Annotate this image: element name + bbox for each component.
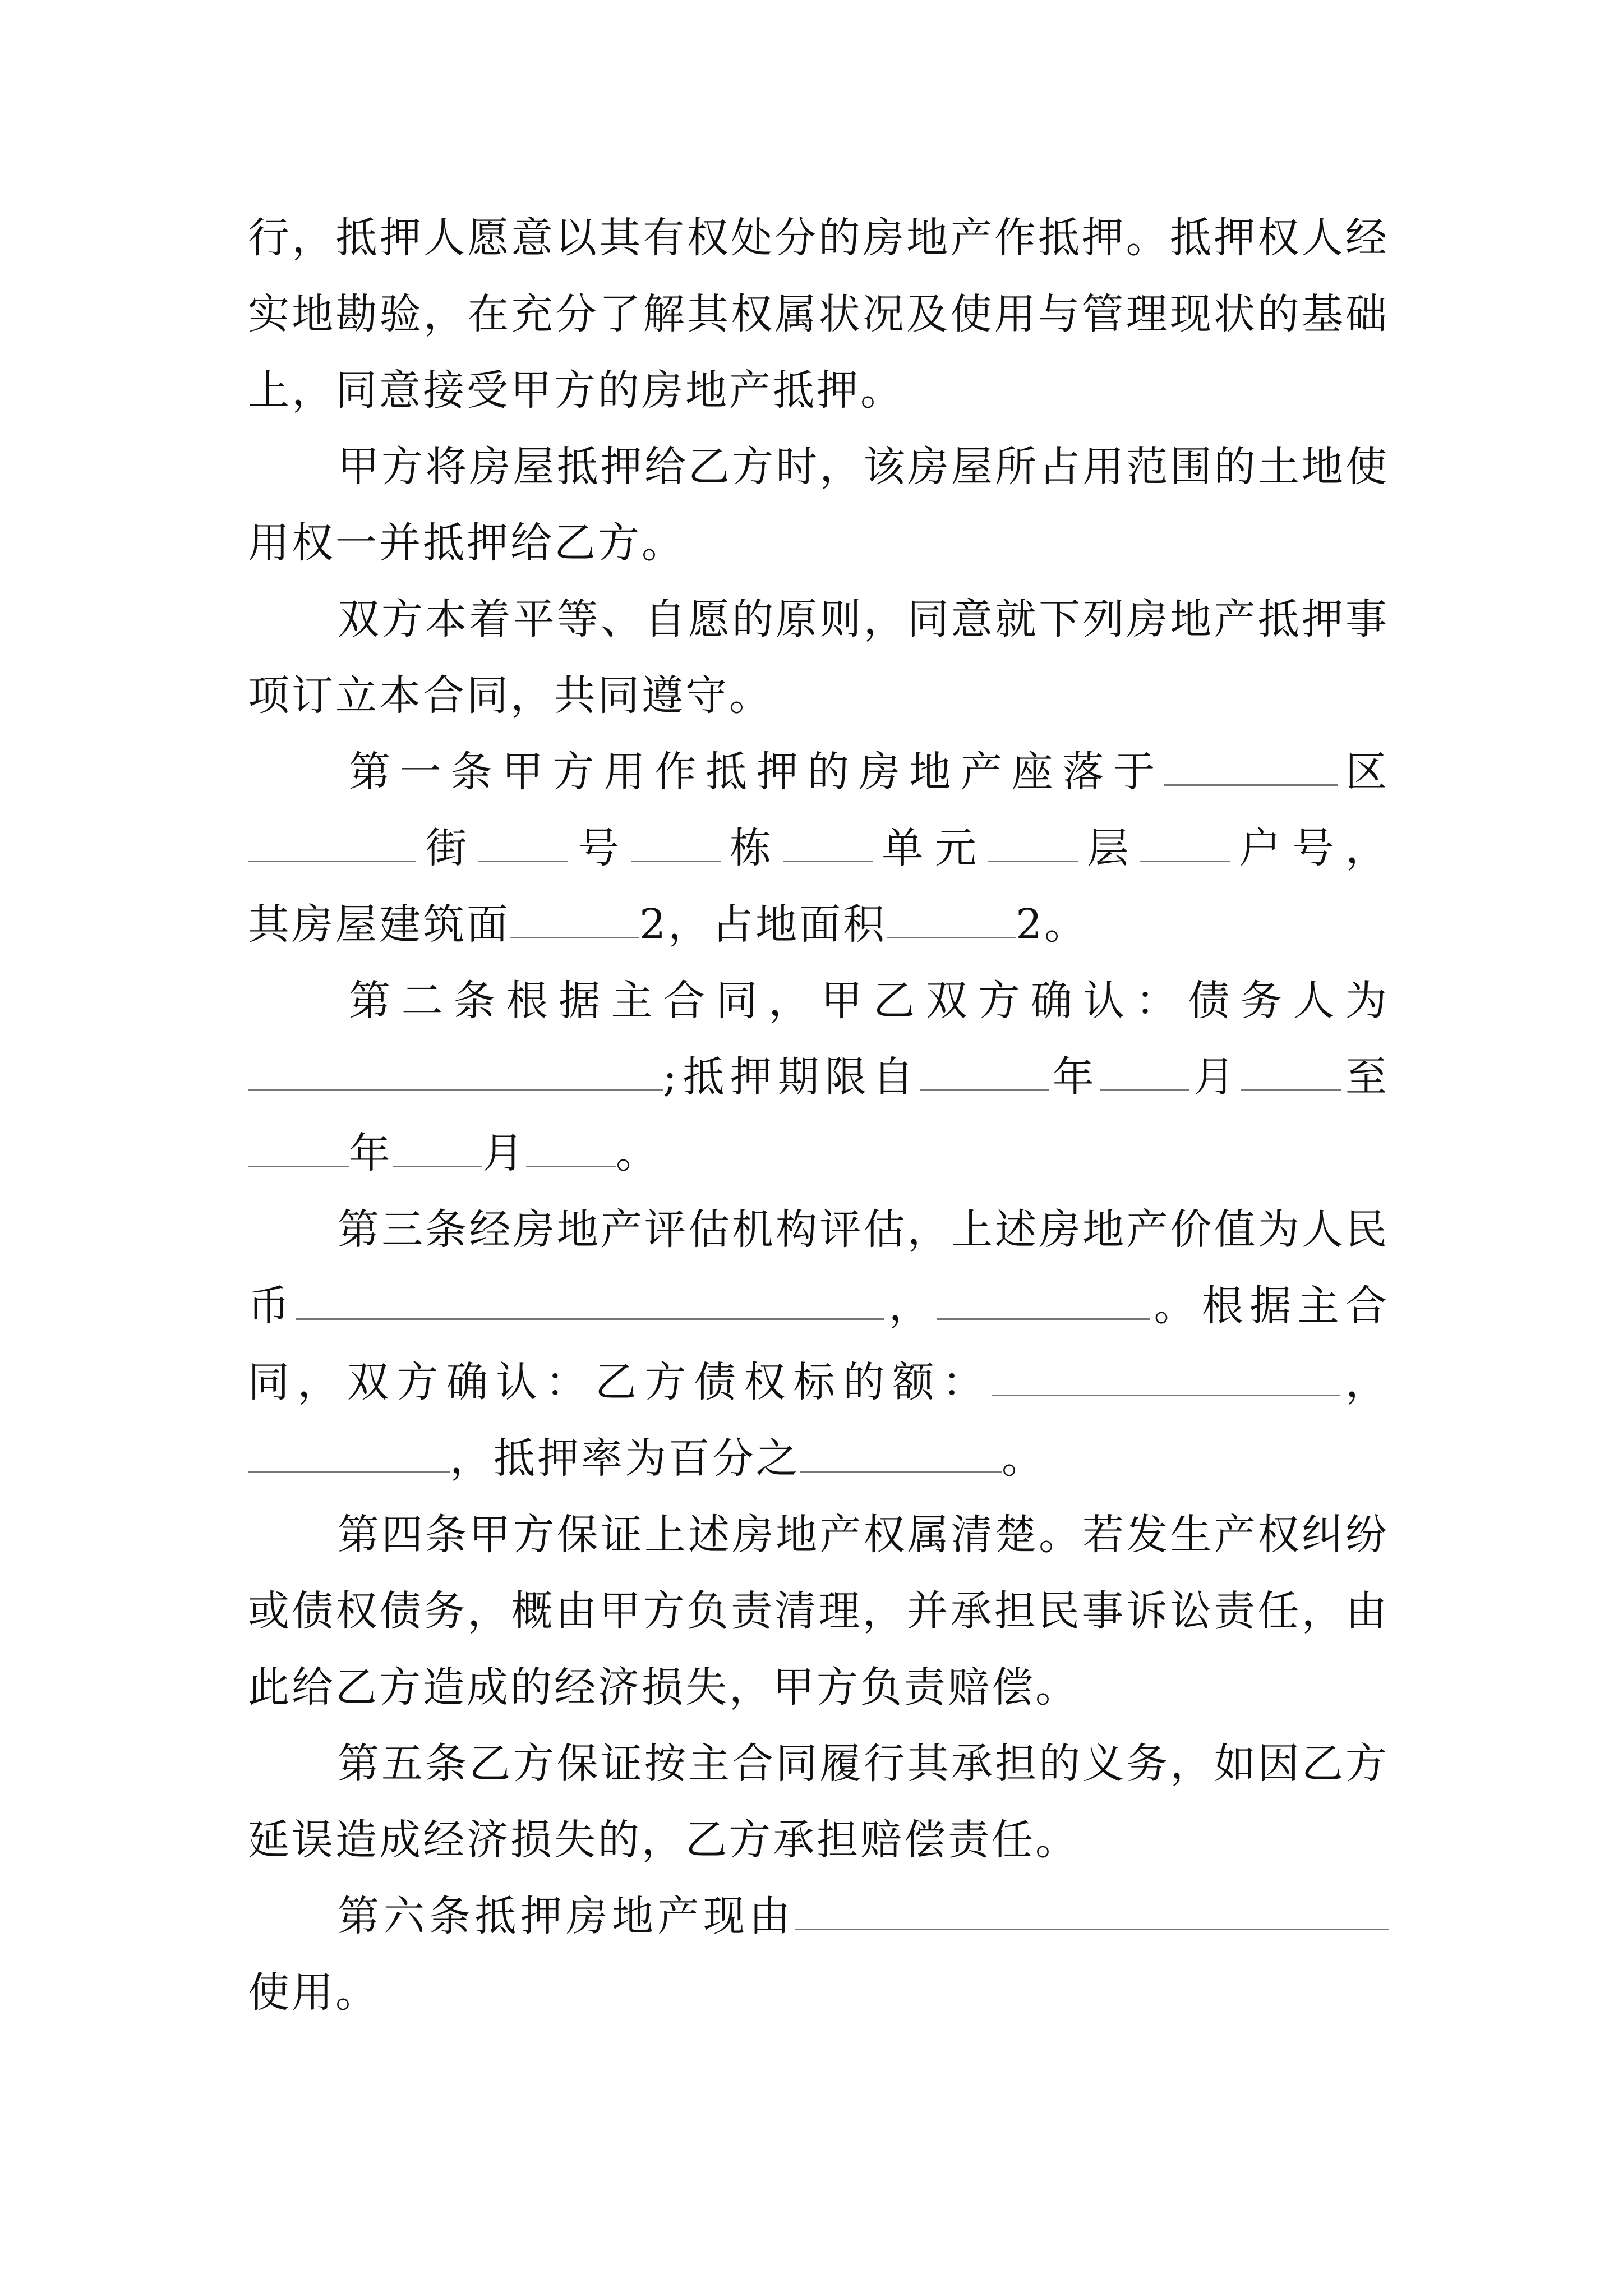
blank-value-figures[interactable] (937, 1283, 1150, 1320)
text-line: 第三条经房地产评估机构评估，上述房地产价值为人民 (338, 1205, 1389, 1254)
blank-debtor[interactable] (248, 1055, 663, 1091)
label-currency: 币 (248, 1282, 296, 1330)
label-street: 街 (416, 824, 479, 872)
blank-occupant[interactable] (795, 1894, 1389, 1930)
paragraph-intro-continued (248, 200, 1389, 429)
label-year: 年 (1049, 1053, 1100, 1101)
blank-start-month[interactable] (1100, 1055, 1189, 1091)
article-2 (248, 963, 1389, 1191)
blank-building-area[interactable] (510, 902, 639, 938)
text-line (248, 1268, 1389, 1344)
label-period: 。 (616, 1129, 660, 1177)
blank-floor[interactable] (988, 826, 1078, 862)
label-room: 户号， (1230, 824, 1390, 872)
blank-room[interactable] (1140, 826, 1230, 862)
blank-claim-figures[interactable] (248, 1436, 450, 1473)
label-claim-amount: 同，双方确认：乙方债权标的额： (248, 1358, 992, 1406)
text-line (248, 1344, 1389, 1420)
text-line: 此给乙方造成的经济损失，甲方负责赔偿。 (248, 1663, 1079, 1711)
text-line: 实地勘验，在充分了解其权属状况及使用与管理现状的基础 (248, 290, 1389, 338)
label-comma: ， (884, 1282, 937, 1330)
blank-building[interactable] (631, 826, 721, 862)
blank-claim-amount[interactable] (992, 1360, 1340, 1396)
blank-number[interactable] (478, 826, 568, 862)
blank-unit[interactable] (783, 826, 873, 862)
text-line: 双方本着平等、自愿的原则，同意就下列房地产抵押事 (338, 595, 1389, 643)
text-line (248, 1878, 1389, 1954)
blank-district[interactable] (1164, 749, 1338, 786)
article-6-text: 第六条抵押房地产现由 (338, 1892, 795, 1940)
text-line: 甲方将房屋抵押给乙方时，该房屋所占用范围的土地使 (338, 443, 1389, 491)
label-building: 栋 (720, 824, 783, 872)
label-month: 月 (1189, 1053, 1241, 1101)
article-3 (248, 1191, 1389, 1497)
blank-land-area[interactable] (887, 902, 1016, 938)
text-line (248, 886, 1389, 963)
label-district: 区 (1338, 748, 1390, 796)
text-line (248, 810, 1389, 886)
text-line (248, 1115, 1389, 1191)
label-unit: 单元 (872, 824, 988, 872)
article-1-text: 第一条甲方用作抵押的房地产座落于 (349, 748, 1165, 796)
text-line (248, 734, 1389, 810)
label-term-from: ;抵押期限自 (663, 1053, 920, 1101)
blank-end-month[interactable] (393, 1131, 482, 1167)
text-line: 第二条根据主合同，甲乙双方确认：债务人为 (349, 977, 1389, 1025)
paragraph-land-use (248, 429, 1389, 581)
blank-start-day[interactable] (1241, 1055, 1341, 1091)
label-period: 。 (1002, 1434, 1045, 1483)
label-area-end: 2。 (1016, 900, 1089, 949)
label-to: 至 (1341, 1053, 1390, 1101)
blank-street-name[interactable] (248, 826, 416, 862)
label-according: 。根据主合 (1150, 1282, 1389, 1330)
label-month: 月 (482, 1129, 526, 1177)
text-line (248, 1039, 1389, 1115)
blank-mortgage-rate[interactable] (800, 1436, 1002, 1473)
text-line: 延误造成经济损失的，乙方承担赔偿责任。 (248, 1816, 1079, 1864)
label-building-area: 其房屋建筑面 (248, 900, 510, 949)
article-4 (248, 1497, 1389, 1726)
blank-value-words[interactable] (296, 1283, 884, 1320)
text-line: 使用。 (248, 1968, 379, 2017)
text-line (248, 1420, 1389, 1497)
blank-end-year[interactable] (248, 1131, 349, 1167)
blank-end-day[interactable] (526, 1131, 616, 1167)
article-5 (248, 1726, 1389, 1878)
text-line: 上，同意接受甲方的房地产抵押。 (248, 366, 904, 415)
article-6 (248, 1878, 1389, 2031)
label-mortgage-rate: ，抵押率为百分之 (450, 1434, 800, 1483)
label-land-area: 2，占地面积 (639, 900, 887, 949)
paragraph-principles (248, 581, 1389, 734)
label-year: 年 (349, 1129, 393, 1177)
label-number: 号 (568, 824, 631, 872)
label-floor: 层 (1077, 824, 1141, 872)
text-line: 或债权债务，概由甲方负责清理，并承担民事诉讼责任，由 (248, 1587, 1389, 1635)
text-line: 用权一并抵押给乙方。 (248, 519, 685, 567)
text-line: 项订立本合同，共同遵守。 (248, 671, 773, 720)
text-line: 第四条甲方保证上述房地产权属清楚。若发生产权纠纷 (338, 1511, 1389, 1559)
text-line: 行，抵押人愿意以其有权处分的房地产作抵押。抵押权人经 (248, 214, 1389, 262)
text-line: 第五条乙方保证按主合同履行其承担的义务，如因乙方 (338, 1740, 1389, 1788)
article-1 (248, 734, 1389, 963)
label-comma: ， (1339, 1358, 1389, 1406)
document-body (248, 200, 1389, 2031)
blank-start-year[interactable] (920, 1055, 1049, 1091)
